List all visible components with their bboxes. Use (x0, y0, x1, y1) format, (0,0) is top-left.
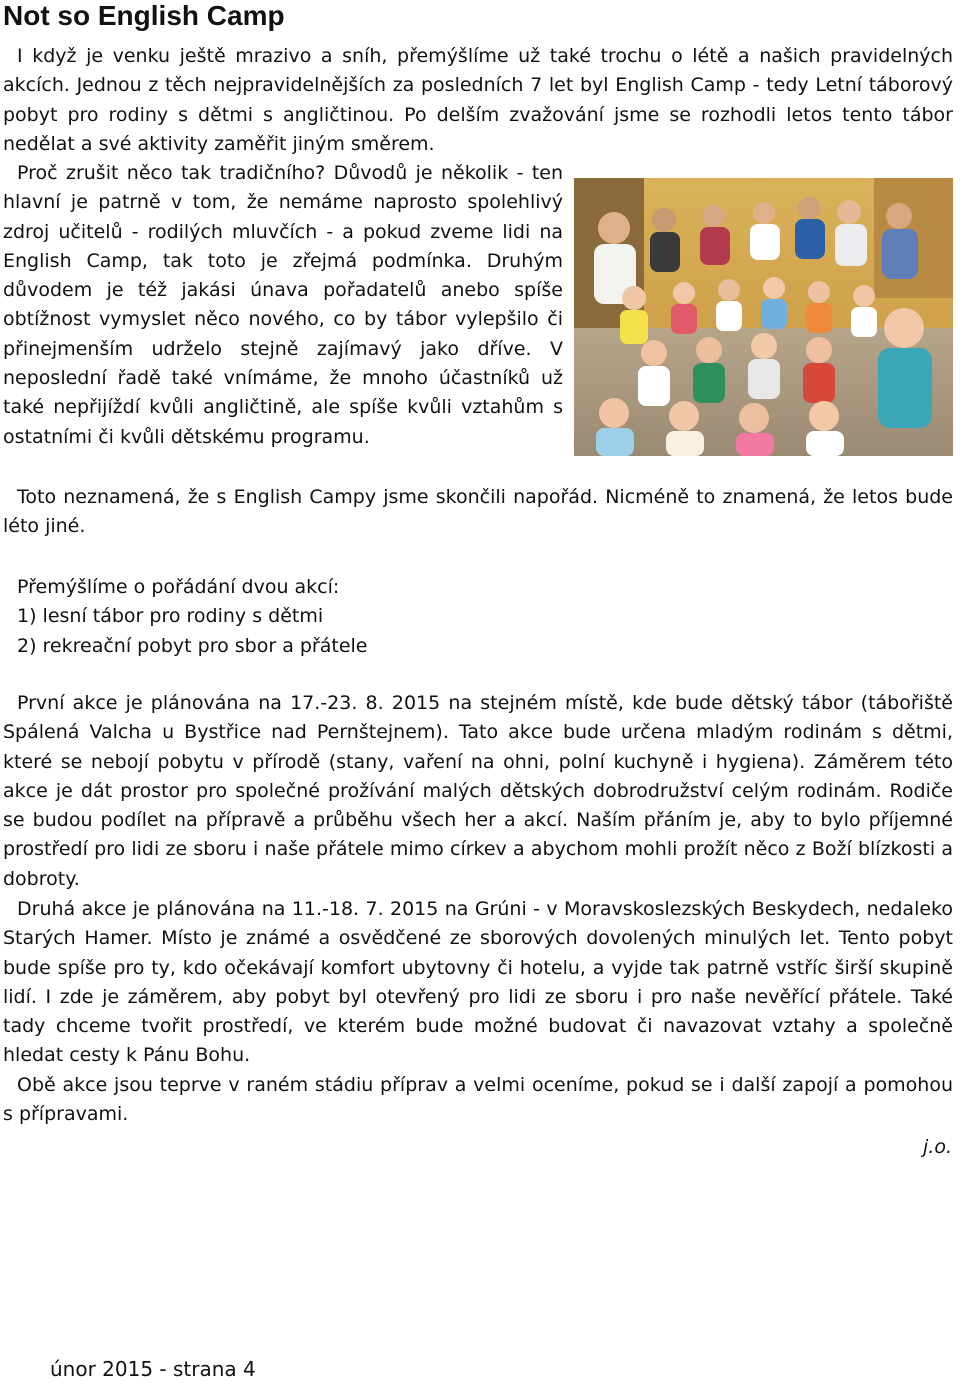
author-signature: j.o. (923, 1136, 952, 1158)
article-title: Not so English Camp (3, 0, 285, 31)
children-group-photo (574, 178, 953, 456)
list-item: 1) lesní tábor pro rodiny s dětmi (17, 605, 324, 628)
paragraph-closing: Obě akce jsou teprve v raném stádiu příprav a velmi oceníme, pokud se i další zapojí a pomohou s přípravami. (3, 1074, 953, 1126)
plans-list-intro: Přemýšlíme o pořádání dvou akcí: (17, 576, 340, 598)
paragraph-reasons-text: Proč zrušit něco tak tradičního? Důvodů je několik - ten hlavní je patrně v tom, že nemáme naprosto spolehlivý zdroj učitelů - rodilých mluvčích - a pokud zveme lidi na English Camp, tak toto je zřejmá podmínka. Druhým důvodem je též jakási únava pořadatelů anebo spíše obtížnost vymyslet něco nového, co by tábor vylepšilo či přinejmenším udrželo stejně zajímavý jako dříve. V neposlední řadě také vnímáme, že mnoho účastníků už také nepřijíždí kvůli angličtině, ale spíše kvůli vztahům s ostatními či kvůli dětskému programu. (3, 162, 563, 448)
paragraph-reasons (3, 159, 563, 452)
plans-list (17, 573, 368, 661)
camp-photo (574, 178, 953, 456)
paragraph-intro: I když je venku ještě mrazivo a sníh, přemýšlíme už také trochu o létě a našich pravidelných akcích. Jednou z těch nejpravidelnějších za posledních 7 let byl English Camp - tedy Letní táborový pobyt pro rodiny s dětmi s angličtinou. Po delším zvažování jsme se rozhodli letos tento tábor nedělat a své aktivity zaměřit jiným směrem. (3, 45, 953, 155)
list-item: 2) rekreační pobyt pro sbor a přátele (17, 634, 368, 657)
paragraph-first-event: První akce je plánována na 17.-23. 8. 2015 na stejném místě, kde bude dětský tábor (tábořiště Spálená Valcha u Bystřice nad Pernštejnem). Tato akce bude určena mladým rodinám s dětmi, které se nebojí pobytu v přírodě (stany, vaření na ohni, polní kuchyně i hygiena). Záměrem této akce je dát prostor pro společné prožívání malých dětských dobrodružství celým rodinám. Rodiče se budou podílet na přípravě a průběhu všech her a akcí. Naším přáním je, aby to bylo příjemné prostředí pro lidi ze sboru i naše přátele mimo církev a abychom mohli prožít něco z Boží blízkosti a dobroty. (3, 692, 953, 890)
paragraph-not-ended: Toto neznamená, že s English Campy jsme skončili napořád. Nicméně to znamená, že letos bude léto jiné. (3, 486, 953, 538)
paragraph-second-event: Druhá akce je plánována na 11.-18. 7. 2015 na Grúni - v Moravskoslezských Beskydech, nedaleko Starých Hamer. Místo je známé a osvědčené ze sborových dovolených minulých let. Tento pobyt bude spíše pro ty, kdo očekávají komfort ubytovny či hotelu, a vyjde tak patrně vstříc širší skupině lidí. I zde je záměrem, aby pobyt byl otevřený pro lidi ze sboru i pro naše nevěřící přátele. Také tady chceme tvořit prostředí, ve kterém bude možné budovat či navazovat vztahy a společně hledat cesty k Pánu Bohu. (3, 898, 953, 1067)
page-footer: únor 2015 - strana 4 (50, 1357, 256, 1381)
